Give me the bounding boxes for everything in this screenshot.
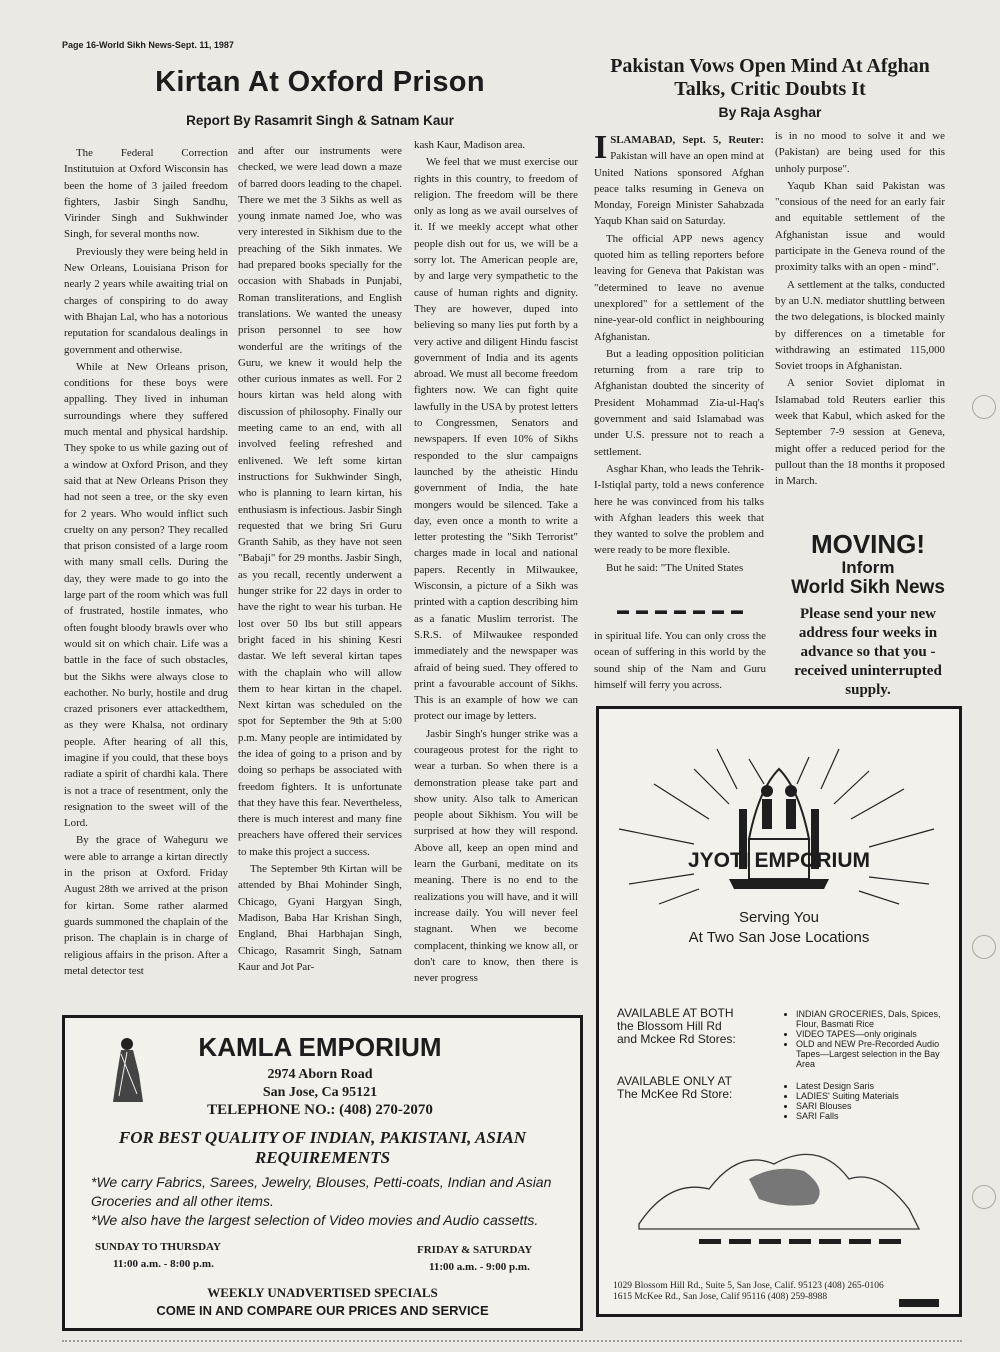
pakistan-column-1 xyxy=(594,129,764,576)
list-item: • OLD and NEW Pre-Recorded Audio Tapes—Largest selection in the Bay Area xyxy=(796,1039,956,1069)
jyoti-list-only xyxy=(784,1081,956,1121)
kirtan-paragraph: While at New Orleans prison, conditions for these boys were appalling. They lived in inhuman surroundings where they suffered much mental and physical hardship. They spoke to us while gazing out of a window at Oxford Prison, and they said that at New Orleans Prison they had not seen a tree, or the sky even for 2 years. Who would inflict such cruelty on any person? They recalled that prison consisted of a large room with many small cells. During the day, they were made to go into the large part of the room which was full of frustrated, hostile inmates, who often fought bloody brawls over who would sit on which chair. Life was a battle in the face of such obstacles, but the Sikhs were always close to eachother. No burly, hostile and drug crazed prisoners ever attackedthem, as they were Khalsa, not ordinary people. After hearing of all this, imagine if you could, that these boys radiate a spirit of chardhi kala. There is not a trace of resentment, only the resignation to the sweet will of the Lord. xyxy=(64,360,228,830)
jyoti-tagline-2: At Two San Jose Locations xyxy=(688,929,870,946)
punch-hole xyxy=(972,935,996,959)
list-item: • INDIAN GROCERIES, Dals, Spices, Flour, Basmati Rice xyxy=(796,1009,956,1029)
kamla-city: San Jose, Ca 95121 xyxy=(262,1085,378,1100)
pakistan-lead xyxy=(594,129,764,230)
jyoti-emporium-ad xyxy=(596,706,962,1317)
address-blossom-hill: 1029 Blossom Hill Rd., Suite 5, San Jose, Calif. 95123 (408) 265-0106 xyxy=(613,1281,884,1291)
kirtan-paragraph: By the grace of Waheguru we were able to arrange a kirtan directly in the prison at Oxford. Friday August 28th we arrived at the prison for kirtan. Some rather alarmed guards summoned the chaplain of the prison. The chaplain is in charge of religious affairs in the prison. After a metal detector test xyxy=(64,834,228,977)
available-both-heading: AVAILABLE AT BOTH xyxy=(617,1006,734,1020)
drop-cap: I xyxy=(594,129,608,166)
jyoti-available-only xyxy=(617,1075,782,1101)
kamla-hours-weekend-time: 11:00 a.m. - 9:00 p.m. xyxy=(429,1261,530,1273)
available-both-line-2: and Mckee Rd Stores: xyxy=(617,1032,736,1046)
available-both-line-1: the Blossom Hill Rd xyxy=(617,1019,722,1033)
kirtan-column-3 xyxy=(414,137,578,986)
pakistan-paragraph: Asghar Khan, who leads the Tehrik-I-Istiqlal party, told a news conference here he was convinced from his talks with Afghan leaders this week that they wanted to solve the problem and were ready to be more flexible. xyxy=(594,462,764,557)
kirtan-column-2 xyxy=(238,143,402,975)
woman-in-saree-icon xyxy=(107,1034,147,1104)
kirtan-paragraph: Jasbir Singh's hunger strike was a courageous protest for the right to wear a turban. So when there is a demonstration please take part and show unity. Also talk to American people about Sikhism. You will be surprised at how they will respond. Above all, keep an open mind and learn the Gurbani, meditate on its meaning. There is no end to the realizations you will have, and it will increase daily. You will never feel stagnant. When we become complacent, thinking we know all, or don't care to know, then there is never progress xyxy=(414,727,578,985)
kamla-footer-1: WEEKLY UNADVERTISED SPECIALS xyxy=(207,1285,438,1300)
kirtan-byline: Report By Rasamrit Singh & Satnam Kaur xyxy=(186,113,454,128)
lead-text: Pakistan will have an open mind at United Nations sponsored Afghan peace talks resuming in Geneva on Monday, Foreign Minister Sahabzada Yaqub Khan said on Saturday. xyxy=(594,150,764,228)
page-folio: Page 16-World Sikh News-Sept. 11, 1987 xyxy=(62,40,234,50)
pakistan-paragraph: Yaqub Khan said Pakistan was "consious of the need for an early fair and equitable settlement of the Afghanistan issue and would participate in the Geneva round of the proximity talks with an open - mind". xyxy=(775,179,945,274)
pakistan-paragraph: The official APP news agency quoted him as telling reporters before leaving for Geneva that Pakistan was "determined to leave no avenue unexplored" for a settlement of the nine-year-old conflict in neighbouring Afghanistan. xyxy=(594,232,764,343)
list-item: • Latest Design Saris xyxy=(796,1081,956,1091)
moving-sub1: Inform xyxy=(841,558,895,577)
pakistan-paragraph: A senior Soviet diplomat in Islamabad told Reuters earlier this week that Kabul, which asked for the September 7-9 session at Geneva, might offer a reduced period for the pullout than the 18 months it proposed in March. xyxy=(775,377,945,488)
filler-text xyxy=(594,628,766,693)
kamla-hours-weekend: FRIDAY & SATURDAY xyxy=(417,1244,533,1256)
moving-sub2: World Sikh News xyxy=(791,577,945,598)
kamla-slogan-2: REQUIREMENTS xyxy=(254,1148,391,1167)
separator-dashes: ▬ ▬ ▬ ▬ ▬ ▬ ▬ xyxy=(617,603,745,617)
available-only-line-1: The McKee Rd Store: xyxy=(617,1087,733,1101)
kirtan-paragraph: Previously they were being held in New Orleans, Louisiana Prison for nearly 2 years while awaiting trial on charges of conspiring to do away with Bhajan Lal, who has a notorious reputation for scandalous dealings in government and otherwise. xyxy=(64,245,228,356)
pakistan-paragraph: is in no mood to solve it and we (Pakistan) are being used for this unholy purpose". xyxy=(775,130,945,175)
list-item: • SARI Falls xyxy=(796,1111,956,1121)
kirtan-paragraph: We feel that we must exercise our rights in this country, to freedom of religion. The freedom will be there only as long as we avail ourselves of it. If we meekly accept what other people dish out for us, we will be a sorry lot. The American people are, by and large very sympathetic to the cause of human rights and dignity. They are however, duped into believing so many lies put forth by a very active and diligent Hindu fascist government of India and its agents abroad. We must all become freedom fighters now. We can fight quite lawfully in the USA by protest letters to Congressmen, Senators and newspapers. If even 10% of Sikhs responded to the slur campaigns launched by the atheistic Hindu government of India, the hate mongers would be silenced. Take a day, even once a month to write a letter protesting the "Sikh Terrorist" charges made in local and national papers. Recently in Milwaukee, Wisconsin, a picture of a Sikh was printed with a caption describing him as a fanatic Muslim terrorist. The S.R.S. of Milwaukee responded immediately and the newspaper was afraid of being sued. They offered to print a favourable account of Sikhs. This is an example of how we can protect our image by letters. xyxy=(414,156,578,723)
list-item: • SARI Blouses xyxy=(796,1101,956,1111)
kamla-footer-2: COME IN AND COMPARE OUR PRICES AND SERVICE xyxy=(156,1303,489,1318)
kamla-hours-weekday: SUNDAY TO THURSDAY xyxy=(95,1241,221,1253)
address-mckee: 1615 McKee Rd., San Jose, Calif 95116 (408) 259-8988 xyxy=(613,1292,828,1302)
dateline: SLAMABAD, Sept. 5, Reuter: xyxy=(610,134,764,146)
pakistan-paragraph: A settlement at the talks, conducted by an U.N. mediator shuttling between the two delegations, is blocked mainly by differences on a timetable for withdrawing an estimated 115,000 Soviet troops in Afghanistan. xyxy=(775,278,945,373)
bottom-rule xyxy=(62,1340,962,1342)
punch-hole xyxy=(972,395,996,419)
moving-notice xyxy=(778,530,958,700)
jyoti-available-both xyxy=(617,1007,782,1046)
moving-body: Please send your new address four weeks in advance so that you - received uninterrupted supply. xyxy=(794,606,942,698)
list-item: • LADIES' Suiting Materials xyxy=(796,1091,956,1101)
jyoti-tagline-1: Serving You xyxy=(738,909,820,926)
moving-headline: MOVING! xyxy=(810,529,926,559)
kamla-carry: *We carry Fabrics, Sarees, Jewelry, Blouses, Petti-coats, Indian and Asian Groceries and all other items. xyxy=(91,1174,552,1209)
kamla-phone: TELEPHONE NO.: (408) 270-2070 xyxy=(207,1102,433,1118)
kirtan-paragraph: The Federal Correction Institutuion at Oxford Wisconsin has been the home of 3 jailed freedom fighters, Jasbir Singh Sandhu, Virinder Singh and Sukhwinder Singh, for several months now. xyxy=(64,147,228,241)
kirtan-paragraph: kash Kaur, Madison area. xyxy=(414,139,526,151)
filler-paragraph: in spiritual life. You can only cross the ocean of suffering in this world by the sound ship of the Nam and Guru himself will ferry you across. xyxy=(594,630,766,691)
jyoti-addresses xyxy=(613,1281,953,1303)
kamla-emporium-ad xyxy=(62,1015,583,1331)
punch-hole xyxy=(972,1185,996,1209)
list-item: • VIDEO TAPES—only originals xyxy=(796,1029,956,1039)
jyoti-name: JYOTI EMPORIUM xyxy=(687,849,871,872)
pakistan-byline: By Raja Asghar xyxy=(718,104,822,120)
kamla-video: *We also have the largest selection of Video movies and Audio cassetts. xyxy=(91,1212,539,1228)
kirtan-paragraph: and after our instruments were checked, we were lead down a maze of barred doors leading to the chapel. There we met the 3 Sikhs as well as young inmate named Joe, who was very interested in Sikhism due to the preaching of the Sikh inmates. We had prepared books specially for the occasion with Shabads in Punjabi, Roman transliterations, and English translations. We wanted the uneasy prison personnel to see how wonderful are the writings of the Guru, we knew it would help the other curious inmates as well. For 2 hours kirtan was held along with discussion of philosophy. Finally our meeting came to an end, with all involved feeling refreshed and enlivened. We left some kirtan instructions for Sukhwinder Singh, who is planning to learn kirtan, his enthusiasm is infectious. Jasbir Singh requested that we bring Sri Guru Granth Sahib, as they have not seen "Babaji" for 29 months. Jasbir Singh, as you recall, recently underwent a hunger strike for 22 days in order to have the right to wear his turban. He lost over 50 lbs but still appears bright faced in his shining Kesri dastar. We left several kirtan tapes with the chaplain who will allow them to hear kirtan in the chapel. Next kirtan was scheduled on the spot for September the 9th at 5:00 p.m. Many people are intimidated by the idea of going to a prison and by doing so perhaps be associated with freedom fighters. It is unfortunate that they have this fear. Nevertheless, there is much interest and many fine preachers have offered their services to make this project a success. xyxy=(238,145,402,858)
kirtan-paragraph: The September 9th Kirtan will be attended by Bhai Mohinder Singh, Chicago, Gyani Hargyan Singh, Madison, Baba Har Krishan Singh, England, Bhai Harbhajan Singh, Chicago, Rasamrit Singh, Satnam Kaur and Jot Par- xyxy=(238,863,402,973)
available-only-heading: AVAILABLE ONLY AT xyxy=(617,1074,732,1088)
pakistan-headline: Pakistan Vows Open Mind At Afghan Talks, Critic Doubts It xyxy=(610,55,930,100)
kirtan-column-1 xyxy=(64,145,228,979)
jyoti-list-both xyxy=(784,1009,956,1069)
pakistan-paragraph: But he said: "The United States xyxy=(606,561,744,574)
kirtan-headline: Kirtan At Oxford Prison xyxy=(155,66,485,98)
pakistan-paragraph: But a leading opposition politician returning from a rare trip to Afghanistan doubted the sincerity of President Mohammad Zia-ul-Haq's government and said Islamabad was under U.S. pressure not to reach a settlement. xyxy=(594,347,764,458)
kamla-hours-weekday-time: 11:00 a.m. - 8:00 p.m. xyxy=(113,1258,214,1270)
kamla-slogan-1: FOR BEST QUALITY OF INDIAN, PAKISTANI, ASIAN xyxy=(118,1128,527,1147)
kamla-name: KAMLA EMPORIUM xyxy=(198,1032,442,1062)
kamla-street: 2974 Aborn Road xyxy=(267,1067,373,1082)
pakistan-column-2 xyxy=(775,128,945,490)
